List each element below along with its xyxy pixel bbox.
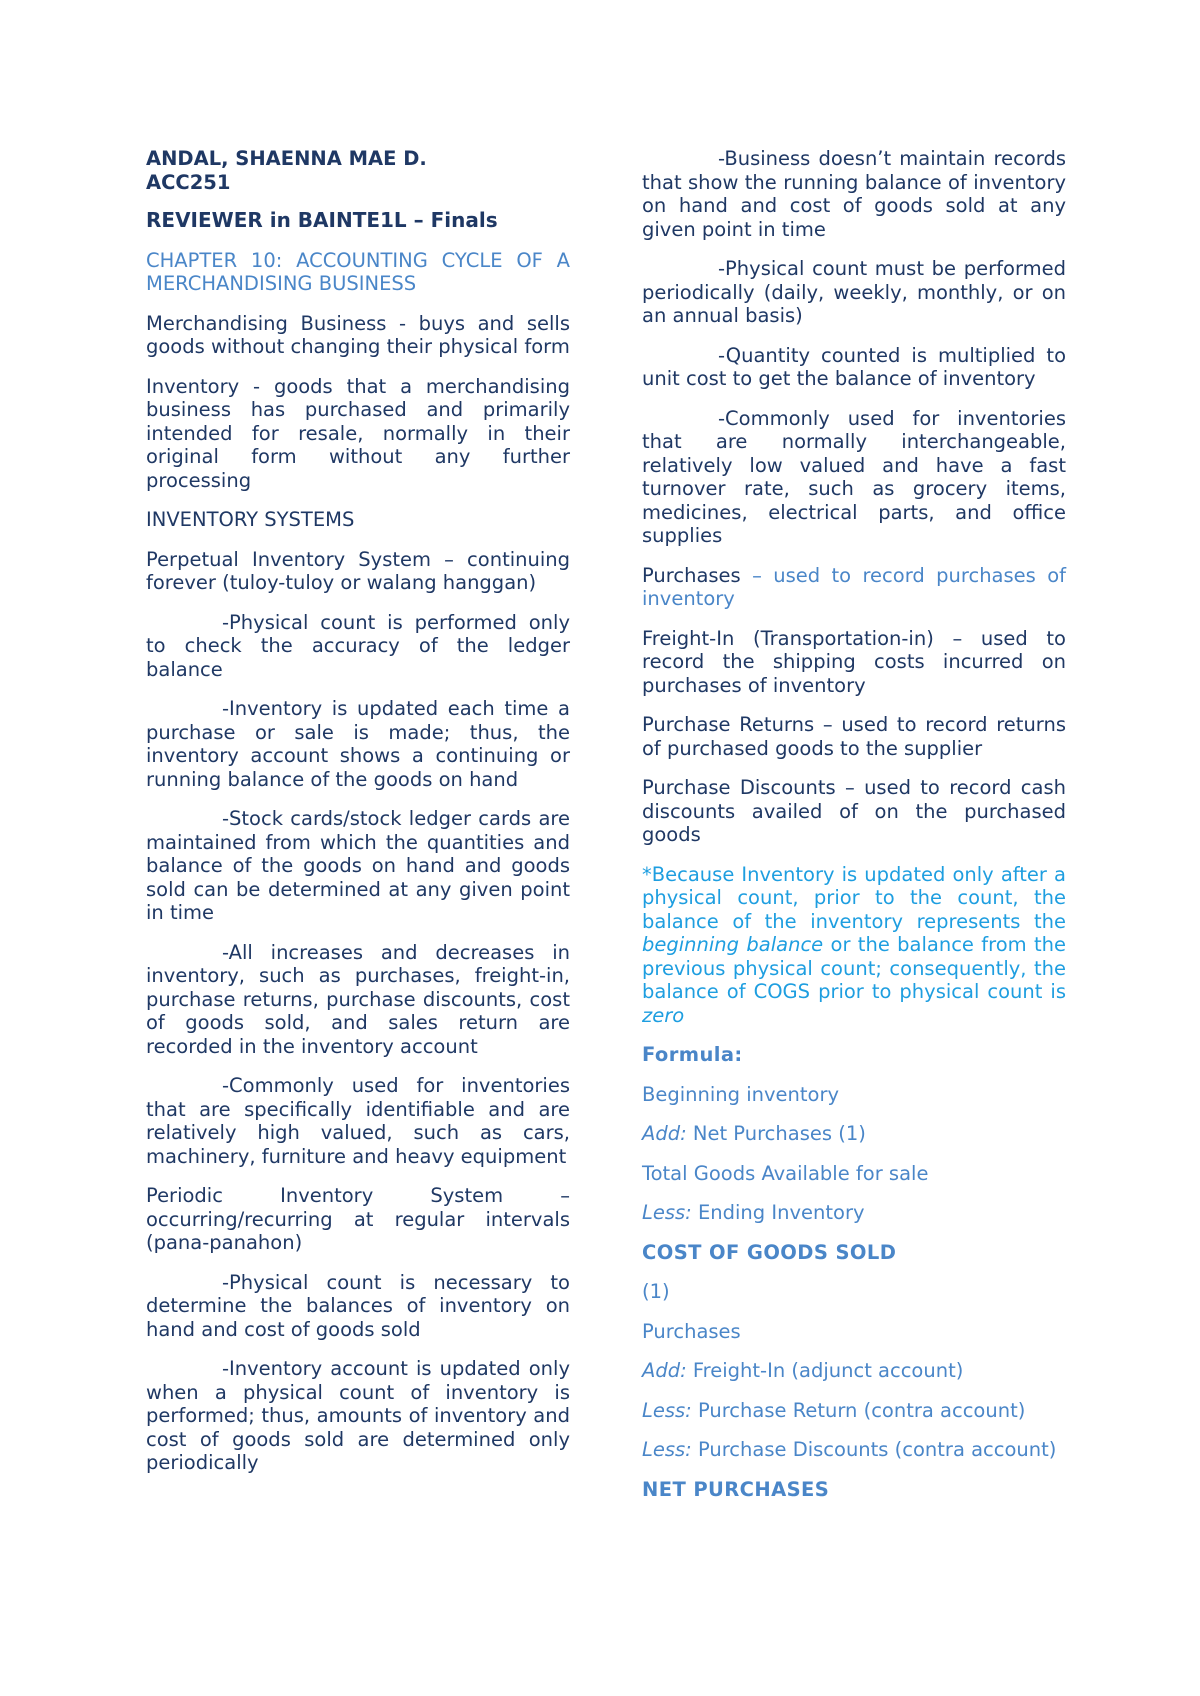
left-column bbox=[146, 147, 570, 1491]
document-title: REVIEWER in BAINTE1L – Finals bbox=[146, 208, 498, 232]
merch-def: - buys and sells goods without changing their physical form bbox=[146, 311, 570, 358]
inventory-def: - goods that a merchandising business has purchased and primarily intended for resale, normally in their original form without any further processing bbox=[146, 374, 570, 492]
formula-heading: Formula: bbox=[642, 1043, 743, 1066]
merch-term: Merchandising Business bbox=[146, 311, 387, 335]
perpetual-def: – continuing forever (tuloy-tuloy or walang hanggan) bbox=[146, 547, 571, 594]
formula-label: Add: bbox=[642, 1359, 687, 1382]
perpetual-point: -Inventory is updated each time a purchase or sale is made; thus, the inventory account shows a continuing or running balance of the goods on hand bbox=[146, 697, 570, 791]
periodic-point: -Inventory account is updated only when a physical count of inventory is performed; thus, amounts of inventory and cost of goods sold are determined only periodically bbox=[146, 1357, 570, 1474]
periodic-point: -Business doesn’t maintain records that show the running balance of inventory on hand and cost of goods sold at any given point in time bbox=[642, 147, 1066, 241]
formula-add-freight bbox=[642, 1359, 1066, 1383]
account-def: – used to record returns of purchased goods to the supplier bbox=[642, 713, 1066, 760]
formula-purchases: Purchases bbox=[642, 1319, 741, 1343]
right-column bbox=[642, 147, 1066, 1517]
merch-definition bbox=[146, 312, 570, 359]
chapter-heading: CHAPTER 10: ACCOUNTING CYCLE OF A MERCHANDISING BUSINESS bbox=[146, 248, 570, 295]
account-term: Purchases bbox=[642, 563, 741, 587]
account-definition bbox=[642, 776, 1066, 847]
formula-label: Less: bbox=[642, 1201, 692, 1224]
account-definition bbox=[642, 713, 1066, 760]
formula-net-purchases: NET PURCHASES bbox=[642, 1477, 830, 1501]
account-term: Purchase Discounts bbox=[642, 776, 836, 799]
note-emphasis: zero bbox=[642, 1003, 685, 1027]
formula-beginning: Beginning inventory bbox=[642, 1082, 840, 1106]
formula-value: Ending Inventory bbox=[691, 1201, 865, 1224]
inventory-term: Inventory bbox=[146, 374, 240, 398]
systems-heading: INVENTORY SYSTEMS bbox=[146, 508, 355, 531]
account-definition bbox=[642, 564, 1066, 611]
note-text: or the balance from the previous physical count; consequently, the balance of COGS prior to physical count is bbox=[642, 933, 1066, 1003]
course-code: ACC251 bbox=[146, 170, 231, 194]
formula-value: Freight-In (adjunct account) bbox=[686, 1359, 964, 1382]
formula-ref: (1) bbox=[642, 1280, 670, 1303]
account-def: – used to record cash discounts availed of on the purchased goods bbox=[642, 776, 1066, 846]
note-emphasis: beginning balance bbox=[642, 933, 824, 956]
perpetual-point: -Physical count is performed only to check the accuracy of the ledger balance bbox=[146, 610, 570, 681]
formula-label: Less: bbox=[642, 1398, 692, 1422]
account-term: Purchase Returns bbox=[642, 713, 815, 736]
perpetual-point: -Commonly used for inventories that are specifically identifiable and are relatively high valued, such as cars, machinery, furniture and heavy equipment bbox=[146, 1074, 570, 1168]
inventory-definition bbox=[146, 375, 570, 493]
formula-add bbox=[642, 1122, 1066, 1146]
periodic-def: – occurring/recurring at regular intervals (pana-panahon) bbox=[146, 1184, 570, 1254]
formula-label: Less: bbox=[642, 1438, 692, 1461]
periodic-point: -Quantity counted is multiplied to unit cost to get the balance of inventory bbox=[642, 343, 1066, 390]
perpetual-term: Perpetual Inventory System bbox=[146, 547, 431, 571]
formula-tgas: Total Goods Available for sale bbox=[642, 1161, 929, 1185]
account-def: – used to record purchases of inventory bbox=[642, 563, 1066, 610]
periodic-point: -Commonly used for inventories that are normally interchangeable, relatively low valued and have a fast turnover rate, such as grocery items, medicines, electrical parts, and office supplies bbox=[642, 406, 1066, 547]
formula-less-discount bbox=[642, 1438, 1066, 1462]
perpetual-definition bbox=[146, 548, 570, 595]
perpetual-point: -Stock cards/stock ledger cards are maintained from which the quantities and balance of the goods on hand and goods sold can be determined at any given point in time bbox=[146, 807, 570, 924]
formula-value: Net Purchases (1) bbox=[686, 1122, 866, 1145]
formula-label: Add: bbox=[642, 1122, 687, 1145]
account-term: Freight-In (Transportation-in) bbox=[642, 626, 934, 650]
formula-less-return bbox=[642, 1399, 1066, 1423]
formula-less bbox=[642, 1201, 1066, 1225]
account-definition bbox=[642, 627, 1066, 698]
periodic-point: -Physical count must be performed periodically (daily, weekly, monthly, or on an annual basis) bbox=[642, 257, 1066, 327]
cogs-note bbox=[642, 863, 1066, 1028]
formula-value: Purchase Discounts (contra account) bbox=[691, 1438, 1057, 1461]
note-text: *Because Inventory is updated only after a physical count, prior to the count, the balance of the inventory represents the bbox=[642, 862, 1066, 933]
periodic-term: Periodic Inventory System bbox=[146, 1184, 504, 1207]
periodic-definition bbox=[146, 1184, 570, 1255]
perpetual-point: -All increases and decreases in inventory, such as purchases, freight-in, purchase returns, purchase discounts, cost of goods sold, and sales return are recorded in the inventory account bbox=[146, 940, 570, 1058]
formula-cogs: COST OF GOODS SOLD bbox=[642, 1240, 897, 1264]
author-name: ANDAL, SHAENNA MAE D. bbox=[146, 147, 427, 170]
account-def: – used to record the shipping costs incurred on purchases of inventory bbox=[642, 626, 1066, 697]
formula-value: Purchase Return (contra account) bbox=[691, 1398, 1026, 1422]
periodic-point: -Physical count is necessary to determine the balances of inventory on hand and cost of goods sold bbox=[146, 1270, 570, 1341]
